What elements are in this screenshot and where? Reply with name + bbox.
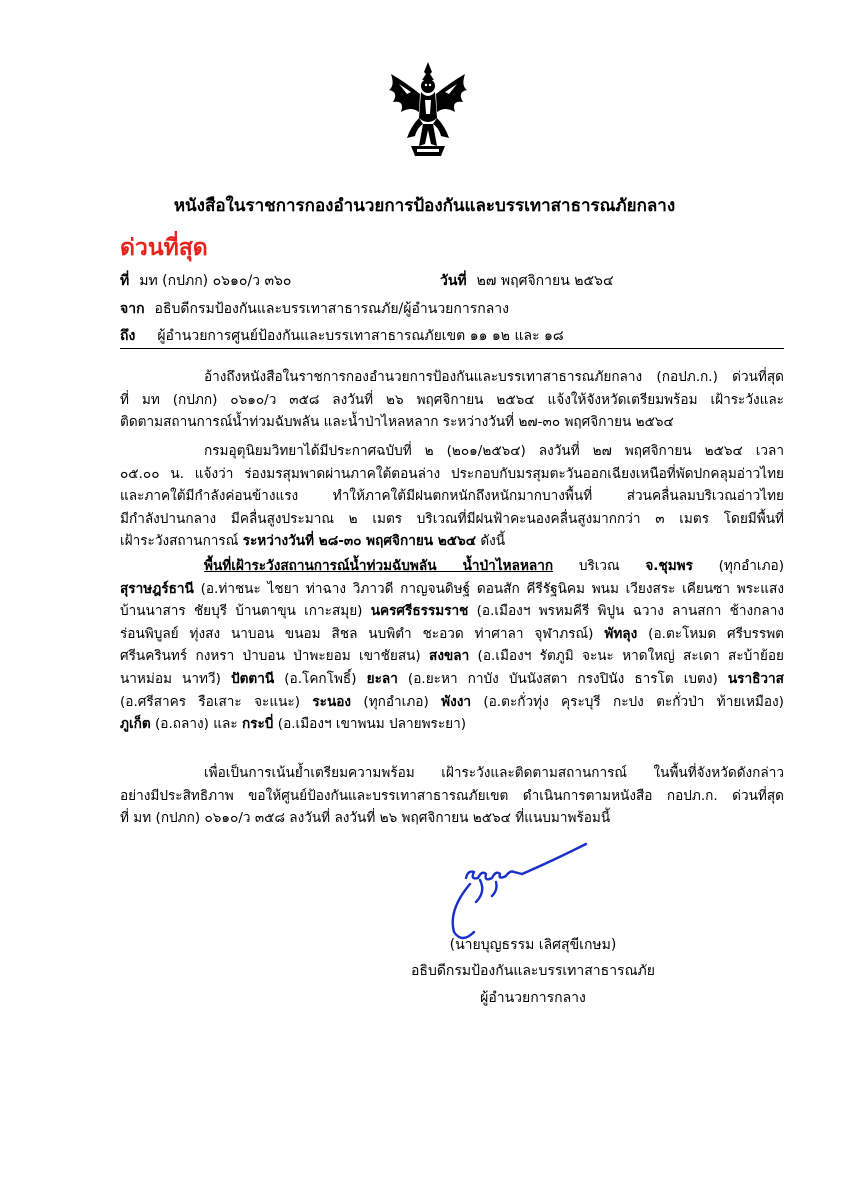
paragraph-line: [120, 578, 784, 601]
watch-heading: พื้นที่เฝ้าระวังสถานการณ์น้ำท่วมฉับพลัน น้ำป่าไหลหลาก: [204, 558, 554, 574]
paragraph-line: [120, 645, 784, 668]
text-span: เฝ้าระวังสถานการณ์: [120, 533, 239, 550]
province-name: พังงา: [441, 693, 471, 710]
to-value: ผู้อำนวยการศูนย์ป้องกันและบรรเทาสาธารณภัยเขต ๑๑ ๑๒ และ ๑๘: [157, 328, 564, 344]
reference-label: ที่: [120, 273, 130, 289]
reference-number: [120, 270, 291, 292]
date-label: วันที่: [440, 273, 467, 289]
district-list: (อ.เมืองฯ รัตภูมิ จะนะ หาดใหญ่ สะเดา สะบ้าย้อย: [477, 648, 784, 665]
paragraph-line: [120, 623, 784, 646]
province-name: จ.ชุมพร: [645, 558, 693, 574]
from-label: จาก: [120, 301, 145, 317]
paragraph-line: อย่างมีประสิทธิภาพ ขอให้ศูนย์ป้องกันและบรรเทาสาธารณภัยเขต ดำเนินการตามหนังสือ กอปภ.ก. ด่วนที่สุด: [120, 787, 784, 804]
paragraph-line: ๐๕.๐๐ น. แจ้งว่า ร่องมรสุมพาดผ่านภาคใต้ตอนล่าง ประกอบกับมรสุมตะวันออกเฉียงเหนือที่พัดปกคลุมอ่าวไทย: [120, 465, 784, 482]
district-list: ศรีนครินทร์ กงหรา ป่าบอน ป่าพะยอม เขาชัยสน): [120, 648, 421, 665]
paragraph-line: [120, 555, 784, 578]
district-list: (อ.ตะโหมด ศรีบรรพต: [648, 625, 785, 642]
urgency-label: ด่วนที่สุด: [120, 235, 208, 261]
paragraph-line: [120, 713, 784, 736]
district-list: (อ.เมืองฯ พรหมคีรี พิปูน ฉวาง ลานสกา ช้างกลาง: [476, 603, 785, 620]
paragraph-line: ที่ มท (กปภก) ๐๖๑๐/ว ๓๕๘ ลงวันที่ ๒๖ พฤศจิกายน ๒๕๖๔ แจ้งให้จังหวัดเตรียมพร้อม เฝ้าระวังและ: [120, 391, 784, 408]
to-label: ถึง: [120, 328, 136, 344]
paragraph-line: อ้างถึงหนังสือในราชการกองอำนวยการป้องกันและบรรเทาสาธารณภัยกลาง (กอปภ.ก.) ด่วนที่สุด: [204, 369, 784, 385]
province-name: สงขลา: [429, 648, 470, 665]
paragraph-reference: [120, 366, 784, 434]
garuda-emblem: [385, 60, 471, 160]
paragraph-line: [120, 600, 784, 623]
date-value: ๒๗ พฤศจิกายน ๒๕๖๔: [476, 273, 614, 289]
paragraph-line: มีกำลังปานกลาง มีคลื่นสูงประมาณ ๒ เมตร บริเวณที่มีฝนฟ้าคะนองคลื่นสูงมากกว่า ๓ เมตร โดยมีพื้นที่: [120, 510, 784, 527]
document-title: หนังสือในราชการกองอำนวยการป้องกันและบรรเทาสาธารณภัยกลาง: [173, 196, 676, 216]
paragraph-line: เพื่อเป็นการเน้นย้ำเตรียมความพร้อม เฝ้าระวังและติดตามสถานการณ์ ในพื้นที่จังหวัดดังกล่าว: [204, 765, 784, 781]
province-name: ปัตตานี: [230, 670, 275, 687]
paragraph-line: [120, 668, 784, 691]
paragraph-line: ติดตามสถานการณ์น้ำท่วมฉับพลัน และน้ำป่าไหลหลาก ระหว่างวันที่ ๒๗-๓๐ พฤศจิกายน ๒๕๖๔: [120, 414, 674, 431]
paragraph-line: [120, 530, 784, 553]
signatory-position: อธิบดีกรมป้องกันและบรรเทาสาธารณภัย: [410, 963, 655, 979]
province-name: กระบี่: [241, 716, 274, 733]
district-list: (ทุกอำเภอ): [363, 693, 429, 710]
province-name: นราธิวาส: [727, 670, 784, 687]
district-list: (อ.ยะหา กาบัง บันนังสตา กรงปินัง ธารโต เบตง): [407, 670, 718, 687]
from-value: อธิบดีกรมป้องกันและบรรเทาสาธารณภัย/ผู้อำนวยการกลาง: [154, 301, 509, 317]
signatory-name: (นายบุญธรรม เลิศสุขีเกษม): [449, 937, 617, 953]
paragraph-forecast: [120, 440, 784, 553]
text-span: บริเวณ: [578, 558, 620, 574]
text-span: ดังนี้: [480, 533, 506, 550]
district-list: (อ.ท่าชนะ ไชยา ท่าฉาง วิภาวดี กาญจนดิษฐ์ ดอนสัก คีรีรัฐนิคม พนม เวียงสระ เคียนซา พระแสง: [200, 580, 784, 597]
reference-value: มท (กปภก) ๐๖๑๐/ว ๓๖๐: [139, 273, 292, 289]
document-date: [440, 270, 614, 292]
province-name: นครศรีธรรมราช: [370, 603, 469, 620]
district-list: (อ.ตะกั่วทุ่ง คุระบุรี กะปง ตะกั่วป่า ท้ายเหมือง): [483, 693, 784, 710]
to-line: [120, 325, 564, 347]
paragraph-watch-areas: [120, 555, 784, 736]
district-list: (ทุกอำเภอ): [718, 558, 784, 574]
province-name: พัทลุง: [604, 625, 638, 642]
province-name: สุราษฎร์ธานี: [120, 580, 194, 597]
paragraph-line: กรมอุตุนิยมวิทยาได้มีประกาศฉบับที่ ๒ (๒๐๑/๒๕๖๔) ลงวันที่ ๒๗ พฤศจิกายน ๒๕๖๔ เวลา: [204, 443, 784, 459]
province-name: ภูเก็ต: [120, 716, 151, 733]
district-list: บ้านนาสาร ชัยบุรี บ้านตาขุน เกาะสมุย): [120, 603, 363, 620]
district-list: (อ.เมืองฯ เขาพนม ปลายพระยา): [277, 716, 467, 733]
province-name: ยะลา: [366, 670, 398, 687]
district-list: นาหม่อม นาทวี): [120, 670, 221, 687]
bold-date-range: ระหว่างวันที่ ๒๘-๓๐ พฤศจิกายน ๒๕๖๔: [242, 533, 476, 550]
district-list: (อ.โคกโพธิ์): [284, 670, 357, 687]
paragraph-request: [120, 762, 784, 830]
paragraph-line: และภาคใต้มีกำลังค่อนข้างแรง ทำให้ภาคใต้มีฝนตกหนักถึงหนักมากบางพื้นที่ ส่วนคลื่นลมบริเวณอ่าวไทย: [120, 488, 784, 505]
province-name: ระนอง: [312, 693, 352, 710]
from-line: [120, 298, 509, 320]
signatory-role: ผู้อำนวยการกลาง: [480, 990, 586, 1006]
district-list: ร่อนพิบูลย์ ทุ่งสง นาบอน ขนอม สิชล นบพิตำ ชะอวด ท่าศาลา จุฬาภรณ์): [120, 625, 594, 642]
paragraph-line: [120, 691, 784, 714]
header-divider: [120, 348, 784, 349]
district-list: (อ.ถลาง) และ: [155, 716, 238, 733]
paragraph-line: ที่ มท (กปภก) ๐๖๑๐/ว ๓๕๘ ลงวันที่ ลงวันที่ ๒๖ พฤศจิกายน ๒๕๖๔ ที่แนบมาพร้อมนี้: [120, 810, 611, 827]
district-list: (อ.ศรีสาคร รือเสาะ จะแนะ): [120, 693, 300, 710]
